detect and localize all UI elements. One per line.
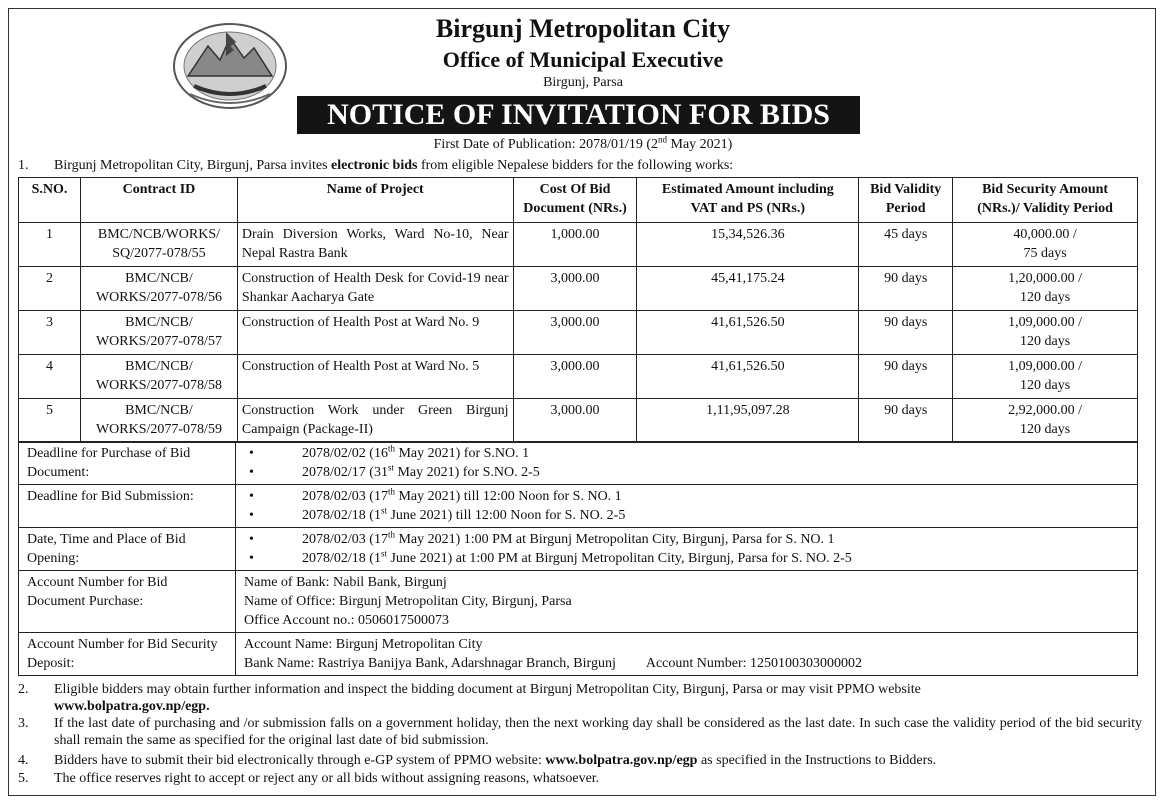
document-account-row — [19, 571, 1138, 633]
cell-security: 1,09,000.00 / 120 days — [953, 355, 1138, 399]
cell-validity: 90 days — [859, 355, 953, 399]
cell-validity: 45 days — [859, 223, 953, 267]
bid-opening-values — [236, 528, 1138, 571]
cell-estimate: 45,41,175.24 — [637, 267, 859, 311]
header-validity: Bid Validity Period — [859, 178, 953, 223]
deadlines-table — [18, 441, 1138, 676]
table-row — [19, 311, 1138, 355]
header-estimate: Estimated Amount including VAT and PS (NRs.) — [637, 178, 859, 223]
office-account-number: Office Account no.: 0506017500073 — [244, 613, 450, 628]
cell-contract-id: BMC/NCB/ WORKS/2077-078/58 — [80, 355, 237, 399]
cell-estimate: 15,34,526.36 — [637, 223, 859, 267]
deadline-purchase-values — [236, 442, 1138, 485]
city-name: Birgunj Metropolitan City — [435, 14, 731, 43]
district-name: Birgunj, Parsa — [543, 75, 623, 90]
cell-cost: 3,000.00 — [513, 355, 637, 399]
cell-security: 1,09,000.00 / 120 days — [953, 311, 1138, 355]
cell-sno: 5 — [19, 399, 81, 443]
cell-estimate: 41,61,526.50 — [637, 311, 859, 355]
document-account-values — [236, 571, 1138, 633]
table-row — [19, 355, 1138, 399]
table-row — [19, 223, 1138, 267]
cell-project: Construction Work under Green Birgunj Campaign (Package-II) — [237, 399, 513, 443]
office-name-line: Name of Office: Birgunj Metropolitan City, Birgunj, Parsa — [244, 594, 572, 609]
cell-estimate: 1,11,95,097.28 — [637, 399, 859, 443]
header-project-name: Name of Project — [237, 178, 513, 223]
cell-cost: 3,000.00 — [513, 267, 637, 311]
cell-contract-id: BMC/NCB/WORKS/ SQ/2077-078/55 — [80, 223, 237, 267]
header-cost: Cost Of Bid Document (NRs.) — [513, 178, 637, 223]
deadline-purchase-row — [19, 442, 1138, 485]
list-item: • 2078/02/03 (17th May 2021) 1:00 PM at Birgunj Metropolitan City, Birgunj, Parsa for S. NO. 1 — [244, 530, 1129, 549]
cell-sno: 2 — [19, 267, 81, 311]
cell-cost: 3,000.00 — [513, 399, 637, 443]
cell-sno: 3 — [19, 311, 81, 355]
nepal-emblem-logo — [170, 16, 290, 112]
office-name: Office of Municipal Executive — [442, 47, 724, 72]
cell-security: 40,000.00 / 75 days — [953, 223, 1138, 267]
bid-opening-label: Date, Time and Place of Bid Opening: — [19, 528, 236, 571]
list-item: • 2078/02/18 (1st June 2021) till 12:00 Noon for S. NO. 2-5 — [244, 506, 1129, 525]
cell-estimate: 41,61,526.50 — [637, 355, 859, 399]
cell-validity: 90 days — [859, 311, 953, 355]
deadline-purchase-label: Deadline for Purchase of Bid Document: — [19, 442, 236, 485]
header-contract-id: Contract ID — [80, 178, 237, 223]
cell-contract-id: BMC/NCB/ WORKS/2077-078/57 — [80, 311, 237, 355]
account-number: Account Number: 1250100303000002 — [645, 656, 863, 671]
works-table — [18, 177, 1138, 443]
bank-name: Name of Bank: Nabil Bank, Birgunj — [244, 575, 447, 590]
bid-opening-row — [19, 528, 1138, 571]
cell-project: Drain Diversion Works, Ward No-10, Near Nepal Rastra Bank — [237, 223, 513, 267]
cell-validity: 90 days — [859, 399, 953, 443]
security-account-row — [19, 633, 1138, 676]
cell-project: Construction of Health Post at Ward No. 5 — [237, 355, 513, 399]
security-account-values — [236, 633, 1138, 676]
list-item: • 2078/02/03 (17th May 2021) till 12:00 Noon for S. NO. 1 — [244, 487, 1129, 506]
table-header-row — [19, 178, 1138, 223]
security-account-label: Account Number for Bid Security Deposit: — [19, 633, 236, 676]
publication-date: First Date of Publication: 2078/01/19 (2nd May 2021) — [433, 134, 733, 152]
deadline-submission-values — [236, 485, 1138, 528]
account-name: Account Name: Birgunj Metropolitan City — [244, 637, 483, 652]
table-row — [19, 399, 1138, 443]
header-sno: S.NO. — [19, 178, 81, 223]
cell-validity: 90 days — [859, 267, 953, 311]
deadline-submission-row — [19, 485, 1138, 528]
cell-security: 1,20,000.00 / 120 days — [953, 267, 1138, 311]
cell-project: Construction of Health Desk for Covid-19 near Shankar Aacharya Gate — [237, 267, 513, 311]
cell-cost: 3,000.00 — [513, 311, 637, 355]
cell-sno: 4 — [19, 355, 81, 399]
list-item: • 2078/02/18 (1st June 2021) at 1:00 PM at Birgunj Metropolitan City, Birgunj, Parsa for S. NO. 2-5 — [244, 549, 1129, 568]
list-item: • 2078/02/17 (31st May 2021) for S.NO. 2-5 — [244, 463, 1129, 482]
cell-contract-id: BMC/NCB/ WORKS/2077-078/59 — [80, 399, 237, 443]
table-row — [19, 267, 1138, 311]
cell-security: 2,92,000.00 / 120 days — [953, 399, 1138, 443]
header-security: Bid Security Amount (NRs.)/ Validity Period — [953, 178, 1138, 223]
cell-sno: 1 — [19, 223, 81, 267]
notice-title: NOTICE OF INVITATION FOR BIDS — [297, 96, 860, 134]
bank-line: Bank Name: Rastriya Banijya Bank, Adarshnagar Branch, Birgunj Account Number: 1250100303000002 — [244, 656, 863, 671]
list-item: • 2078/02/02 (16th May 2021) for S.NO. 1 — [244, 444, 1129, 463]
document-account-label: Account Number for Bid Document Purchase: — [19, 571, 236, 633]
cell-cost: 1,000.00 — [513, 223, 637, 267]
deadline-submission-label: Deadline for Bid Submission: — [19, 485, 236, 528]
cell-contract-id: BMC/NCB/ WORKS/2077-078/56 — [80, 267, 237, 311]
cell-project: Construction of Health Post at Ward No. 9 — [237, 311, 513, 355]
